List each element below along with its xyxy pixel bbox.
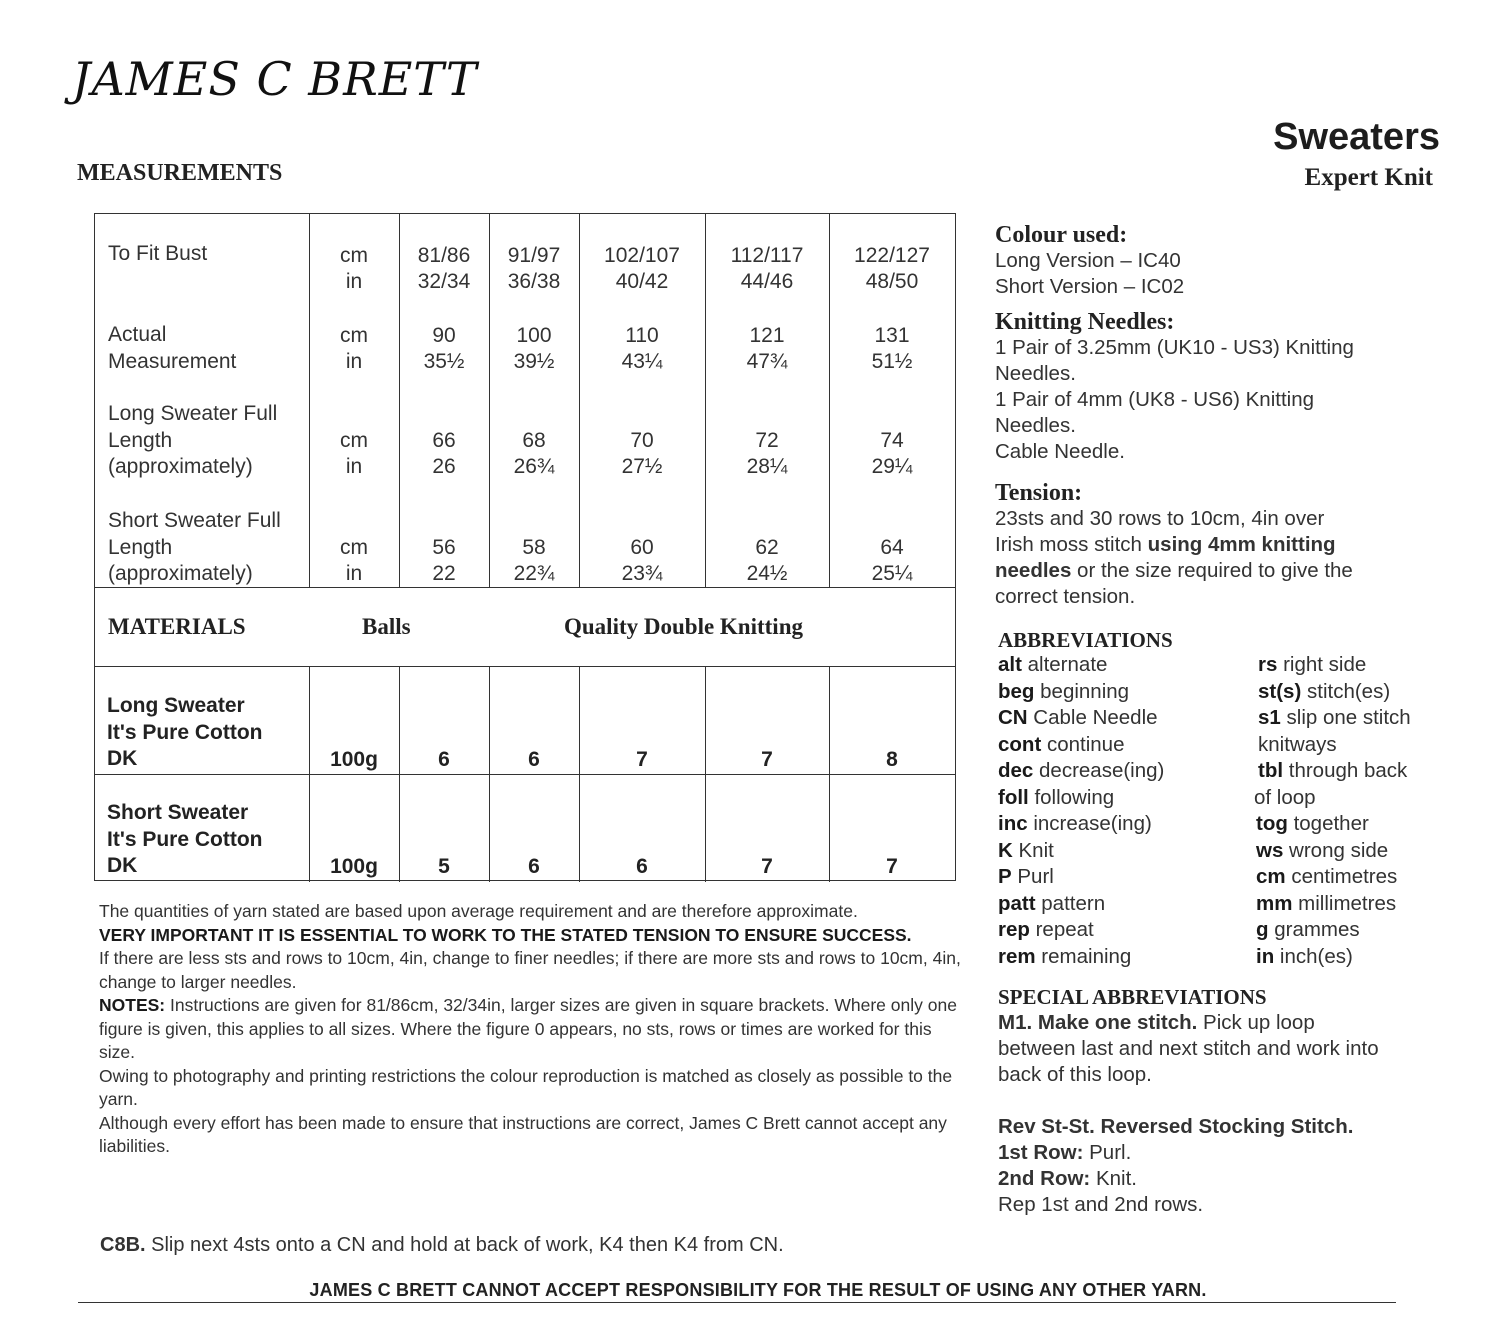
value-cell: 62 24½ [746,536,788,585]
abbreviation-item: CN Cable Needle [998,706,1158,729]
value-cell: 70 27½ [621,429,663,478]
abbreviation-item: knitways [1258,732,1337,756]
row-label: To Fit Bust [108,242,208,265]
m1-line: back of this loop. [998,1063,1152,1086]
abbreviation-item: K Knit [998,838,1054,862]
ball-count: 7 [886,855,898,878]
table-divider [579,666,580,882]
notes-section [99,900,969,1159]
ball-count: 6 [528,748,540,771]
value-cell: 122/127 48/50 [854,244,930,293]
brand-logo: JAMES C BRETT [72,52,478,106]
colour-long: Long Version – IC40 [995,249,1181,272]
c8b-instruction: C8B. Slip next 4sts onto a CN and hold at back of work, K4 then K4 from CN. [100,1234,784,1256]
row-instruction: 1st Row: Purl. [998,1141,1132,1164]
ball-count: 7 [636,748,648,771]
abbreviation-item: inc increase(ing) [998,812,1152,835]
abbreviation-item: patt pattern [998,891,1106,915]
unit-cell: cm in [340,429,368,478]
abbreviation-item: P Purl [998,865,1054,888]
ball-count: 6 [636,855,648,878]
value-cell: 90 35½ [423,324,465,373]
value-cell: 100 39½ [513,324,555,373]
abbreviation-item: tog together [1256,812,1369,835]
yarn-weight: 100g [330,855,378,878]
unit-cell: cm in [340,324,368,373]
special-abbreviations [998,984,1458,1088]
special-heading: SPECIAL ABBREVIATIONS [998,985,1267,1009]
abbreviation-item: alt alternate [998,653,1108,676]
abbreviations-left [998,652,1164,970]
value-cell: 81/86 32/34 [417,244,471,293]
quality-label: Quality Double Knitting [564,614,803,639]
needle-line: Needles. [995,414,1076,437]
tension-line: Irish moss stitch using 4mm knitting [995,533,1336,556]
colour-heading: Colour used: [995,222,1128,248]
needles-section [995,309,1455,465]
needle-line: 1 Pair of 3.25mm (UK10 - US3) Knitting [995,336,1354,359]
abbreviations-heading: ABBREVIATIONS [998,628,1173,652]
table-divider [829,666,830,882]
abbreviations-right [1254,652,1411,970]
tension-line: correct tension. [995,585,1136,608]
ball-count: 7 [761,748,773,771]
abbreviation-item: g grammes [1256,918,1360,941]
yarn-name: Long Sweater It's Pure Cotton DK [107,694,263,770]
materials-label: MATERIALS [108,614,246,639]
tension-line: 23sts and 30 rows to 10cm, 4in over [995,507,1325,530]
value-cell: 91/97 36/38 [507,244,561,293]
measurements-table [94,213,956,881]
abbreviation-item: tbl through back [1258,759,1408,782]
unit-cell: cm in [340,536,368,585]
value-cell: 64 25¼ [871,536,913,585]
ball-count: 5 [438,855,450,878]
liability-note: Although every effort has been made to ensure that instructions are correct, James C Brett cannot accept any liabilities. [99,1112,947,1156]
abbreviation-item: rem remaining [998,944,1132,968]
colour-note: Owing to photography and printing restrictions the colour reproduction is matched as closely as possible to the yarn. [99,1065,953,1109]
instructions-note: NOTES: Instructions are given for 81/86cm, 32/34in, larger sizes are given in square brackets. Where only one figure is given, this applies to all sizes. Where the figure 0 appears, no sts, rows or times are worked for this size. [99,995,957,1062]
m1-line: between last and next stitch and work into [998,1037,1379,1060]
ball-count: 6 [438,748,450,771]
abbreviation-item: in inch(es) [1256,944,1353,968]
table-divider [705,666,706,882]
needles-heading: Knitting Needles: [995,309,1175,335]
table-divider [309,666,310,882]
row-label: Actual Measurement [108,323,237,373]
abbreviation-item: mm millimetres [1256,891,1397,915]
table-divider [399,666,400,882]
footer-rule [78,1302,1396,1303]
abbreviation-item: s1 slip one stitch [1258,706,1411,729]
value-cell: 58 22¾ [513,536,555,585]
yarn-quantity-note: The quantities of yarn stated are based upon average requirement and are therefore approximate. [99,901,858,921]
value-cell: 72 28¼ [746,429,788,478]
abbreviation-item: cm centimetres [1256,865,1398,888]
abbreviation-item: rs right side [1258,653,1367,676]
abbreviation-item: cont continue [998,732,1125,756]
tension-section [995,480,1455,610]
table-divider [95,666,955,667]
tension-line: needles or the size required to give the [995,559,1353,582]
ball-count: 7 [761,855,773,878]
needle-line: 1 Pair of 4mm (UK8 - US6) Knitting [995,388,1314,411]
page-subtitle: Expert Knit [1304,164,1433,191]
yarn-name: Short Sweater It's Pure Cotton DK [107,801,263,877]
abbreviation-item: ws wrong side [1256,838,1389,862]
colour-short: Short Version – IC02 [995,275,1185,298]
value-cell: 66 26 [432,429,456,478]
ball-count: 8 [886,748,898,771]
abbreviation-item: foll following [998,785,1115,809]
yarn-weight: 100g [330,748,378,771]
abbreviation-item: rep repeat [998,918,1094,941]
row-instruction: 2nd Row: Knit. [998,1167,1137,1190]
value-cell: 102/107 40/42 [604,244,680,293]
m1-line: M1. Make one stitch. Pick up loop [998,1011,1315,1034]
repeat-instruction: Rep 1st and 2nd rows. [998,1193,1204,1216]
rev-st-st-section [998,1114,1458,1218]
value-cell: 112/117 44/46 [730,244,804,293]
value-cell: 56 22 [432,536,456,585]
value-cell: 74 29¼ [871,429,913,478]
abbreviation-item: st(s) stitch(es) [1258,679,1391,703]
needle-line: Needles. [995,362,1076,385]
table-divider [95,774,955,775]
colour-section [995,222,1455,300]
value-cell: 121 47¾ [746,324,788,373]
footer-disclaimer: JAMES C BRETT CANNOT ACCEPT RESPONSIBILITY FOR THE RESULT OF USING ANY OTHER YARN. [309,1280,1207,1300]
ball-count: 6 [528,855,540,878]
row-label: Short Sweater Full Length (approximately) [108,509,281,585]
value-cell: 110 43¼ [621,324,663,373]
needle-change-note: If there are less sts and rows to 10cm, 4in, change to finer needles; if there are more sts and rows to 10cm, 4in, change to larger needles. [99,948,961,992]
abbreviation-item: of loop [1254,785,1316,809]
measurements-heading: MEASUREMENTS [77,160,283,186]
value-cell: 60 23¾ [621,536,663,585]
value-cell: 131 51½ [871,324,913,373]
row-label: Long Sweater Full Length (approximately) [108,402,278,478]
abbreviation-item: beg beginning [998,679,1130,703]
tension-heading: Tension: [995,480,1083,506]
balls-label: Balls [362,614,411,639]
abbreviation-item: dec decrease(ing) [998,759,1165,782]
table-divider [489,666,490,882]
rev-st-st-heading: Rev St-St. Reversed Stocking Stitch. [998,1115,1354,1138]
needle-line: Cable Needle. [995,440,1125,463]
page-title: Sweaters [1273,116,1440,158]
unit-cell: cm in [340,244,368,293]
value-cell: 68 26¾ [513,429,555,478]
tension-warning: VERY IMPORTANT IT IS ESSENTIAL TO WORK TO THE STATED TENSION TO ENSURE SUCCESS. [99,924,912,945]
